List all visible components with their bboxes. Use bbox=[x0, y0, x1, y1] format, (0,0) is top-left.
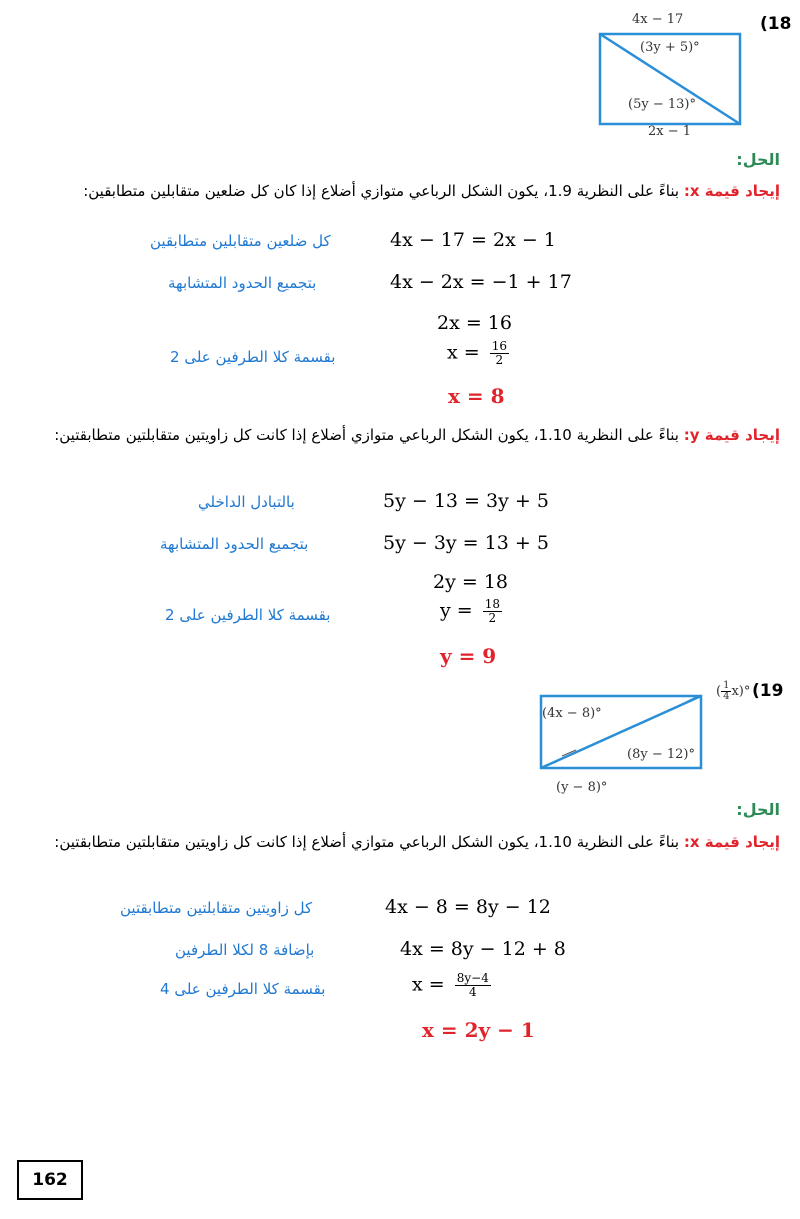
paragraph-19-x bbox=[18, 827, 780, 857]
step-19x-1-math: 4x − 8 = 8y − 12 bbox=[385, 896, 551, 918]
step-19x-3-note: بقسمة كلا الطرفين على 4 bbox=[160, 980, 326, 998]
step-18x-4-note: بقسمة كلا الطرفين على 2 bbox=[170, 348, 336, 366]
figure18-angle-top: (3y + 5)° bbox=[640, 40, 700, 55]
step-18x-1-math: 4x − 17 = 2x − 1 bbox=[390, 229, 556, 251]
paragraph-18-x bbox=[18, 176, 780, 206]
result-19-x: x = 2y − 1 bbox=[422, 1018, 535, 1042]
step-19x-1-note: كل زاويتين متقابلتين متطابقتين bbox=[120, 899, 313, 917]
step-19x-2-math: 4x = 8y − 12 + 8 bbox=[400, 938, 566, 960]
figure19-corner-angle: ( $\frac{1}{4}$ x)° bbox=[716, 680, 751, 702]
paragraph-18-y bbox=[18, 420, 780, 450]
solution-heading-19: الحل: bbox=[736, 800, 780, 819]
page-number: 162 bbox=[17, 1160, 83, 1200]
step-19x-3-math: x = $\frac{8y-4}{4}$ bbox=[412, 971, 489, 999]
result-18-y: y = 9 bbox=[440, 644, 497, 668]
figure19-angle-bottom: (y − 8)° bbox=[556, 780, 608, 795]
step-18x-4-math: x = $\frac{16}{2}$ bbox=[447, 339, 507, 367]
step-18y-4-math: y = $\frac{18}{2}$ bbox=[440, 597, 501, 625]
step-18y-4-note: بقسمة كلا الطرفين على 2 bbox=[165, 606, 331, 624]
label-find-x-19: إيجاد قيمة x: bbox=[683, 833, 780, 851]
step-18y-3-math: 2y = 18 bbox=[433, 571, 508, 593]
step-18y-1-math: 5y − 13 = 3y + 5 bbox=[383, 490, 549, 512]
label-find-y-18: إيجاد قيمة y: bbox=[683, 426, 780, 444]
text-18-y: بناءً على النظرية 1.10، يكون الشكل الرباعي متوازي أضلاع إذا كانت كل زاويتين متقابلتين متطابقتين: bbox=[54, 426, 684, 444]
result-18-x: x = 8 bbox=[448, 384, 505, 408]
step-18x-2-note: بتجميع الحدود المتشابهة bbox=[168, 274, 317, 292]
problem-18-number: (18 bbox=[760, 14, 792, 34]
step-18y-1-note: بالتبادل الداخلي bbox=[198, 493, 295, 511]
label-find-x-18: إيجاد قيمة x: bbox=[683, 182, 780, 200]
text-19-x: بناءً على النظرية 1.10، يكون الشكل الرباعي متوازي أضلاع إذا كانت كل زاويتين متقابلتين متطابقتين: bbox=[54, 833, 684, 851]
problem-19-number: (19 bbox=[752, 681, 784, 701]
step-18y-2-note: بتجميع الحدود المتشابهة bbox=[160, 535, 309, 553]
step-18x-3-math: 2x = 16 bbox=[437, 312, 512, 334]
step-19x-2-note: بإضافة 8 لكلا الطرفين bbox=[175, 941, 315, 959]
figure18-bottom-label: 2x − 1 bbox=[648, 124, 692, 139]
figure19-angle-right: (8y − 12)° bbox=[627, 747, 695, 762]
step-18x-1-note: كل ضلعين متقابلين متطابقين bbox=[150, 232, 331, 250]
solution-heading-18: الحل: bbox=[736, 150, 780, 169]
step-18y-2-math: 5y − 3y = 13 + 5 bbox=[383, 532, 549, 554]
figure18-top-label: 4x − 17 bbox=[632, 12, 684, 27]
text-18-x: بناءً على النظرية 1.9، يكون الشكل الرباعي متوازي أضلاع إذا كان كل ضلعين متقابلين متطابقين: bbox=[83, 182, 684, 200]
figure19-angle-top-left: (4x − 8)° bbox=[542, 706, 602, 721]
parallelogram-figure-19 bbox=[536, 690, 711, 775]
figure18-angle-bottom: (5y − 13)° bbox=[628, 97, 696, 112]
step-18x-2-math: 4x − 2x = −1 + 17 bbox=[390, 271, 572, 293]
